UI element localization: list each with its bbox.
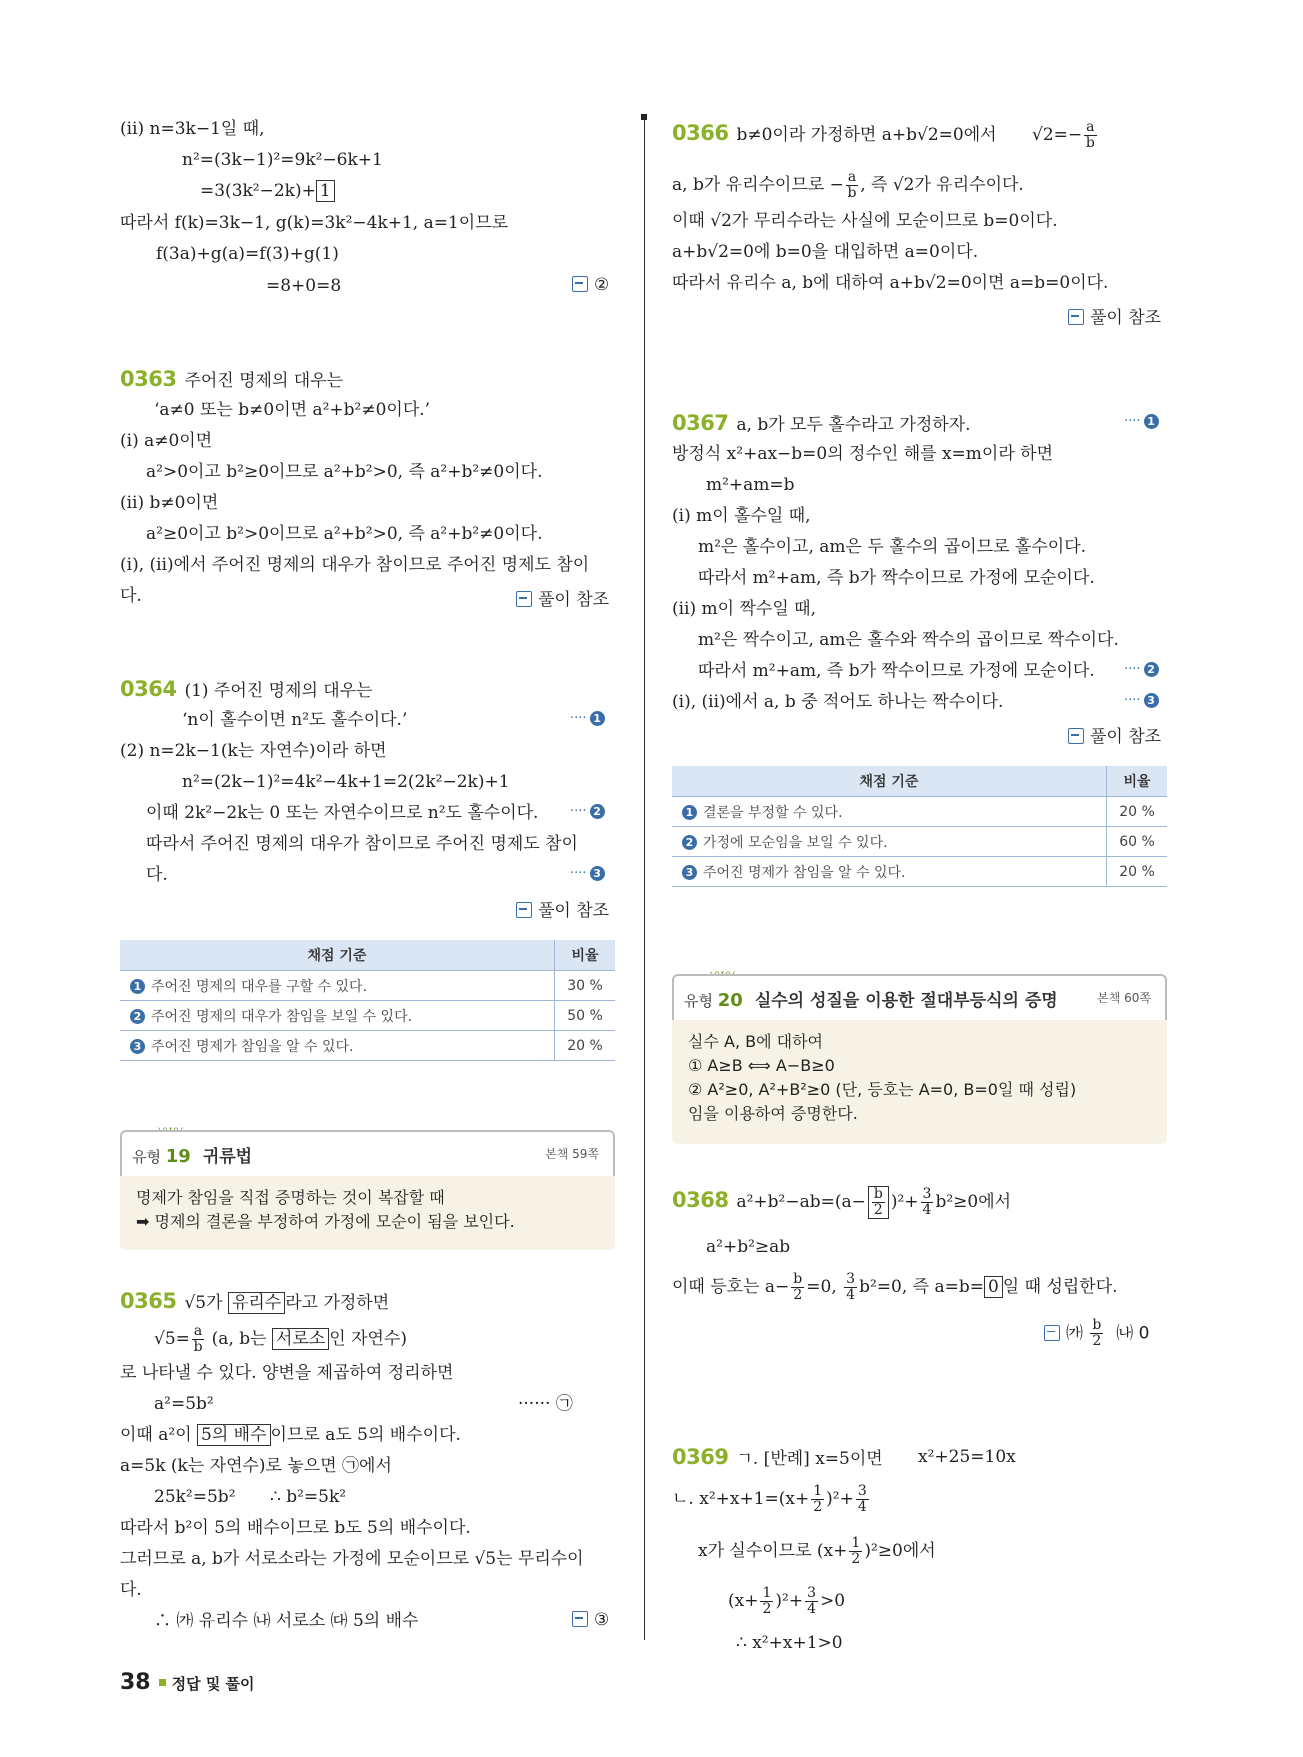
text-line: (2) n=2k−1(k는 자연수)이라 하면 (120, 741, 387, 761)
grading-table (120, 940, 615, 1061)
column-divider (644, 115, 645, 1640)
math-line: 25k²=5b² (154, 1487, 236, 1507)
text-line: (ⅱ) b≠0이면 (120, 493, 219, 513)
step-marker-1: ···· 1 (1124, 414, 1159, 429)
answer-icon (1068, 309, 1084, 325)
problem-0367: 0367 a, b가 모두 홀수라고 가정하자. (672, 411, 971, 435)
math-line: ㄴ. x²+x+1=(x+ $\frac{1}{2}$ )²+ $\frac{3}{4}$ (672, 1483, 867, 1515)
answer-icon (572, 276, 588, 292)
type-19-summary: 명제가 참임을 직접 증명하는 것이 복잡할 때 ➡ 명제의 결론을 부정하여 가정에 모순이 됨을 보인다. (120, 1176, 615, 1250)
text-line: (ⅰ) a≠0이면 (120, 431, 213, 451)
step-marker-2: ···· 2 (1124, 662, 1159, 677)
text-line: 따라서 f(k)=3k−1, g(k)=3k²−4k+1, a=1이므로 (120, 213, 509, 233)
table-row: 3 주어진 명제가 참임을 알 수 있다. 20 % (120, 1031, 615, 1061)
math-line: m²+am=b (706, 475, 795, 495)
wave-icon: 〰〰 (158, 1123, 180, 1139)
text-line: m²은 짝수이고, am은 홀수와 짝수의 곱이므로 짝수이다. (698, 630, 1119, 650)
page-footer (120, 1670, 255, 1695)
fraction: $\frac{3}{4}$ (857, 1483, 867, 1515)
text-line: 따라서 b²이 5의 배수이므로 b도 5의 배수이다. (120, 1518, 471, 1538)
math-line: =8+0=8 (266, 276, 342, 296)
step-marker-2: ···· 2 (570, 804, 605, 819)
problem-0366: 0366 b≠0이라 가정하면 a+b√2=0에서 (672, 121, 997, 145)
fraction: $\frac{a}{b}$ (1085, 119, 1095, 151)
footer-label: 정답 및 풀이 (171, 1675, 255, 1693)
problem-0368: 0368 a²+b²−ab=(a− $\frac{b}{2}$ )²+ $\frac{3}{4}$ b²≥0에서 (672, 1186, 1012, 1218)
conclusion-line: ∴ ㈎ 유리수 ㈏ 서로소 ㈐ 5의 배수 (154, 1611, 419, 1631)
answer-icon (572, 1611, 588, 1627)
table-row: 1 주어진 명제의 대우를 구할 수 있다. 30 % (120, 971, 615, 1001)
text-line: a=5k (k는 자연수)로 놓으면 ㉠에서 (120, 1456, 392, 1476)
text-line: a+b√2=0에 b=0을 대입하면 a=0이다. (672, 242, 979, 262)
text-line: 다. (120, 586, 142, 606)
text-line: ‘n이 홀수이면 n²도 홀수이다.’ (182, 710, 408, 730)
problem-0365: 0365 √5가 유리수 라고 가정하면 (120, 1289, 390, 1313)
wave-icon: 〰〰 (710, 967, 732, 983)
text-line: 이때 √2가 무리수라는 사실에 모순이므로 b=0이다. (672, 211, 1058, 231)
text-line: 다. (146, 865, 168, 885)
type-20-header: 유형 20 실수의 성질을 이용한 절대부등식의 증명 본책 60쪽 (672, 974, 1167, 1022)
text-line: 다. (120, 1580, 142, 1600)
text-line: x가 실수이므로 (x+ $\frac{1}{2}$ )²≥0에서 (698, 1535, 936, 1567)
problem-number: 0363 (120, 367, 177, 391)
problem-number: 0366 (672, 121, 729, 145)
answer-icon (1068, 728, 1084, 744)
text-line: a, b가 유리수이므로 − $\frac{a}{b}$ , 즉 √2가 유리수이다. (672, 169, 1024, 201)
table-row: 2 가정에 모순임을 보일 수 있다. 60 % (672, 827, 1167, 857)
text-line: (ⅰ), (ⅱ)에서 a, b 중 적어도 하나는 짝수이다. (672, 692, 1004, 712)
text-line: a²>0이고 b²≥0이므로 a²+b²>0, 즉 a²+b²≠0이다. (146, 462, 543, 482)
text-line: 따라서 m²+am, 즉 b가 짝수이므로 가정에 모순이다. (698, 568, 1095, 588)
table-header: 채점 기준 (120, 940, 555, 971)
text-line: 로 나타낼 수 있다. 양변을 제곱하여 정리하면 (120, 1363, 454, 1383)
text-line: (ⅰ) m이 홀수일 때, (672, 506, 811, 526)
math-line: =3(3k²−2k)+ 1 (200, 180, 335, 202)
type-19-header: 유형 19 귀류법 본책 59쪽 (120, 1130, 615, 1178)
equation-ref: ······ ㉠ (518, 1394, 573, 1414)
fraction: $\frac{1}{2}$ (813, 1483, 823, 1515)
math-line: f(3a)+g(a)=f(3)+g(1) (156, 244, 339, 264)
text-line: m²은 홀수이고, am은 두 홀수의 곱이므로 홀수이다. (698, 537, 1087, 557)
text-line: 이때 등호는 a− $\frac{b}{2}$ =0, $\frac{3}{4}$ b²=0, 즉 a=b= 0 일 때 성립한다. (672, 1271, 1118, 1303)
table-header: 비율 (555, 940, 616, 971)
conclusion-line: ∴ x²+x+1>0 (736, 1633, 843, 1653)
answer-icon (516, 902, 532, 918)
text-line: 따라서 m²+am, 즉 b가 짝수이므로 가정에 모순이다. (698, 661, 1095, 681)
table-header: 비율 (1107, 766, 1168, 797)
table-header: 채점 기준 (672, 766, 1107, 797)
table-row: 1 결론을 부정할 수 있다. 20 % (672, 797, 1167, 827)
fraction: $\frac{a}{b}$ (847, 169, 857, 201)
math-line: (x+ $\frac{1}{2}$ )²+ $\frac{3}{4}$ >0 (728, 1585, 846, 1617)
problem-0364: 0364 (1) 주어진 명제의 대우는 (120, 677, 373, 701)
text-line: (ⅱ) m이 짝수일 때, (672, 599, 816, 619)
text-line: 방정식 x²+ax−b=0의 정수인 해를 x=m이라 하면 (672, 444, 1054, 464)
answer-mark: ㈎ $\frac{b}{2}$ ㈏ 0 (1044, 1318, 1149, 1349)
problem-0369: 0369 ㄱ. [반례] x=5이면 (672, 1445, 883, 1469)
answer-mark: ③ (572, 1610, 609, 1630)
text-line: (ⅰ), (ⅱ)에서 주어진 명제의 대우가 참이므로 주어진 명제도 참이 (120, 555, 590, 575)
fraction: $\frac{1}{2}$ (851, 1535, 861, 1567)
boxed-fraction: $\frac{b}{2}$ (868, 1186, 889, 1219)
fraction: $\frac{3}{4}$ (922, 1186, 932, 1218)
math-line: ∴ b²=5k² (270, 1487, 347, 1507)
fraction: $\frac{b}{2}$ (793, 1271, 803, 1303)
step-marker-3: ···· 3 (570, 866, 605, 881)
problem-number: 0364 (120, 677, 177, 701)
text-line: 그러므로 a, b가 서로소라는 가정에 모순이므로 √5는 무리수이 (120, 1549, 584, 1569)
answer-mark: ② (572, 275, 609, 295)
text-line: 따라서 주어진 명제의 대우가 참이므로 주어진 명제도 참이 (146, 834, 578, 854)
math-line: a²+b²≥ab (706, 1237, 791, 1257)
problem-0363: 0363 주어진 명제의 대우는 (120, 367, 344, 391)
problem-number: 0365 (120, 1289, 177, 1313)
step-marker-3: ···· 3 (1124, 693, 1159, 708)
grading-table (672, 766, 1167, 887)
math-line: n²=(2k−1)²=4k²−4k+1=2(2k²−2k)+1 (182, 772, 510, 792)
fraction: $\frac{3}{4}$ (846, 1271, 856, 1303)
math-line: √5= $\frac{a}{b}$ (a, b는 서로소 인 자연수) (154, 1323, 407, 1355)
text-line: (ⅱ) n=3k−1일 때, (120, 119, 265, 139)
answer-mark: 풀이 참조 (516, 896, 609, 921)
step-marker-1: ···· 1 (570, 711, 605, 726)
math-line: x²+25=10x (918, 1447, 1016, 1467)
answer-mark: 풀이 참조 (1068, 722, 1161, 747)
boxed-answer: 1 (316, 180, 335, 202)
math-line: n²=(3k−1)²=9k²−6k+1 (182, 150, 383, 170)
text-line: ‘a≠0 또는 b≠0이면 a²+b²≠0이다.’ (154, 400, 431, 420)
fraction: $\frac{3}{4}$ (807, 1585, 817, 1617)
fraction: $\frac{1}{2}$ (762, 1585, 772, 1617)
footer-square-icon (159, 1679, 166, 1686)
math-line: √2=− $\frac{a}{b}$ (1032, 119, 1095, 151)
answer-icon (516, 591, 532, 607)
problem-number: 0369 (672, 1445, 729, 1469)
problem-number: 0368 (672, 1188, 729, 1212)
problem-number: 0367 (672, 411, 729, 435)
page-number: 38 (120, 1670, 151, 1695)
table-row: 3 주어진 명제가 참임을 알 수 있다. 20 % (672, 857, 1167, 887)
text-line: 이때 a²이 5의 배수 이므로 a도 5의 배수이다. (120, 1425, 461, 1445)
text-line: 따라서 유리수 a, b에 대하여 a+b√2=0이면 a=b=0이다. (672, 273, 1109, 293)
math-line: a²=5b² (154, 1394, 214, 1414)
type-20-summary: 실수 A, B에 대하여 ① A≥B ⟺ A−B≥0 ② A²≥0, A²+B²≥0 (단, 등호는 A=0, B=0일 때 성립) 임을 이용하여 증명한다. (672, 1020, 1167, 1144)
text-line: a²≥0이고 b²>0이므로 a²+b²>0, 즉 a²+b²≠0이다. (146, 524, 543, 544)
answer-mark: 풀이 참조 (1068, 303, 1161, 328)
text-line: 이때 2k²−2k는 0 또는 자연수이므로 n²도 홀수이다. (146, 803, 539, 823)
fraction: $\frac{a}{b}$ (193, 1323, 203, 1355)
table-row: 2 주어진 명제의 대우가 참임을 보일 수 있다. 50 % (120, 1001, 615, 1031)
answer-icon (1044, 1325, 1060, 1341)
answer-mark: 풀이 참조 (516, 585, 609, 610)
